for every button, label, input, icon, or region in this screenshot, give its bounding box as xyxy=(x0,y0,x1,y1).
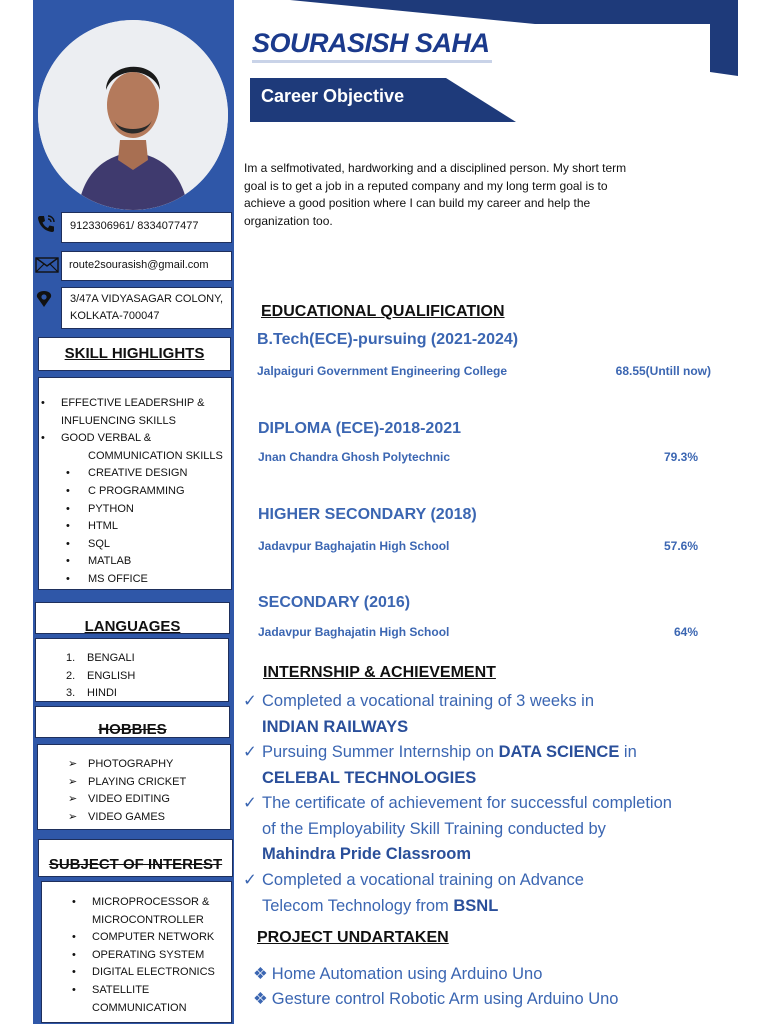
skill-item xyxy=(39,518,229,536)
phone-box xyxy=(61,212,232,243)
bullet-icon: • xyxy=(41,397,45,409)
bullet-icon: • xyxy=(41,432,45,445)
profile-photo xyxy=(38,20,228,210)
hobby-item xyxy=(68,774,186,792)
language-item xyxy=(66,685,135,703)
skill-text: CREATIVE DESIGN xyxy=(88,467,188,480)
check-icon: ✓ xyxy=(243,794,257,812)
hobby-text: PLAYING CRICKET xyxy=(88,775,187,788)
edu-institute-3: Jadavpur Baghajatin High School xyxy=(258,539,450,553)
interests-list xyxy=(41,881,232,1023)
interest-text: COMMUNICATION xyxy=(92,1001,187,1014)
achievement-1 xyxy=(243,689,713,740)
skill-item xyxy=(39,571,229,589)
languages-list xyxy=(35,638,229,702)
skills-list xyxy=(38,377,232,590)
list-number: 1. xyxy=(66,652,76,664)
list-number: 2. xyxy=(66,669,76,682)
edu-score-3: 57.6% xyxy=(663,539,698,553)
list-number: 3. xyxy=(66,687,76,700)
edu-degree-1: B.Tech(ECE)-pursuing (2021-2024) xyxy=(257,331,519,348)
bullet-icon: • xyxy=(72,896,76,908)
phone-icon xyxy=(35,213,57,235)
check-icon: ✓ xyxy=(243,871,257,889)
achievement-3 xyxy=(243,791,713,868)
edu-score-4: 64% xyxy=(673,625,698,639)
language-text: BENGALI xyxy=(87,652,135,664)
achievement-2-line-1: Pursuing Summer Internship on xyxy=(262,743,499,761)
check-icon: ✓ xyxy=(243,743,257,761)
arrow-bullet-icon: ➢ xyxy=(68,793,78,806)
interest-item xyxy=(42,894,231,929)
project-item-1 xyxy=(253,964,542,984)
education-heading: EDUCATIONAL QUALIFICATION xyxy=(261,303,505,320)
skills-heading: SKILL HIGHLIGHTS xyxy=(38,337,231,371)
hobbies-heading: HOBBIES xyxy=(35,706,230,738)
name-underline xyxy=(252,58,492,66)
address-box xyxy=(61,287,232,329)
achievement-3-line-2: of the Employability Skill Training conducted by xyxy=(262,819,606,838)
edu-degree-4: SECONDARY (2016) xyxy=(258,594,411,611)
email-address[interactable]: route2sourasish@gmail.com xyxy=(69,259,209,271)
skill-text: GOOD VERBAL & xyxy=(61,432,152,445)
achievement-3-line-1: The certificate of achievement for successful completion xyxy=(262,794,672,812)
achievement-4-org: BSNL xyxy=(453,896,499,915)
skill-item xyxy=(39,483,229,501)
phone-number[interactable]: 9123306961/ 8334077477 xyxy=(70,220,199,232)
skill-item xyxy=(39,501,229,519)
address-line-1: 3/47A VIDYASAGAR COLONY, xyxy=(70,293,224,305)
edu-score-2: 79.3% xyxy=(663,450,698,464)
hobby-text: VIDEO EDITING xyxy=(88,793,170,806)
achievement-1-org: INDIAN RAILWAYS xyxy=(262,717,409,736)
email-box xyxy=(61,251,232,281)
bullet-icon: • xyxy=(66,537,70,550)
arrow-bullet-icon: ➢ xyxy=(68,758,78,770)
interest-text: MICROPROCESSOR & xyxy=(92,896,210,908)
internship-heading: INTERNSHIP & ACHIEVEMENT xyxy=(263,664,496,681)
bullet-icon: • xyxy=(72,983,76,996)
hobby-item xyxy=(68,791,186,809)
skill-item xyxy=(39,465,229,483)
skill-text: EFFECTIVE LEADERSHIP & xyxy=(61,397,205,409)
project-2-title: Gesture control Robotic Arm using Arduino Uno xyxy=(271,990,619,1008)
language-item xyxy=(66,668,135,686)
skill-text: PYTHON xyxy=(88,502,134,515)
achievement-1-line-1: Completed a vocational training of 3 weeks in xyxy=(262,692,595,710)
achievement-3-org: Mahindra Pride Classroom xyxy=(262,845,472,863)
bullet-icon: • xyxy=(72,948,76,961)
bullet-icon: • xyxy=(72,966,76,979)
projects-heading: PROJECT UNDARTAKEN xyxy=(257,929,449,946)
skill-item xyxy=(39,553,229,571)
edu-institute-1: Jalpaiguri Government Engineering College xyxy=(257,364,508,378)
skill-text: HTML xyxy=(88,520,118,533)
project-1-title: Home Automation using Arduino Uno xyxy=(271,965,543,983)
address-line-2: KOLKATA-700047 xyxy=(70,310,160,322)
language-text: HINDI xyxy=(87,687,117,700)
skill-text: INFLUENCING SKILLS xyxy=(61,414,176,427)
achievement-4-line-2: Telecom Technology from xyxy=(262,896,454,915)
check-icon: ✓ xyxy=(243,692,257,710)
achievement-4 xyxy=(243,868,713,919)
skill-item xyxy=(39,395,229,430)
bullet-icon: • xyxy=(66,467,70,480)
arrow-bullet-icon: ➢ xyxy=(68,775,78,788)
bullet-icon: • xyxy=(66,502,70,515)
interests-heading: SUBJECT OF INTEREST xyxy=(38,839,233,877)
hobby-item xyxy=(68,756,186,774)
edu-degree-2: DIPLOMA (ECE)-2018-2021 xyxy=(258,420,462,437)
diamond-bullet-icon: ❖ xyxy=(253,990,268,1008)
interest-item xyxy=(42,964,231,982)
career-objective-text: Im a selfmotivated, hardworking and a disciplined person. My short term goal is to get a job in a reputed company and my long term goal is to achieve a good position where I can build my career and help the organization too. xyxy=(244,161,627,228)
achievement-2 xyxy=(243,740,713,791)
achievement-2-topic: DATA SCIENCE xyxy=(498,743,620,761)
achievement-2-org: CELEBAL TECHNOLOGIES xyxy=(262,768,477,787)
bullet-icon: • xyxy=(66,572,70,585)
skill-text: C PROGRAMMING xyxy=(88,484,185,497)
career-heading: Career Objective xyxy=(261,86,405,106)
interest-text: MICROCONTROLLER xyxy=(92,913,204,926)
hobby-item xyxy=(68,809,186,827)
interest-item xyxy=(42,929,231,947)
interest-text: OPERATING SYSTEM xyxy=(92,948,205,961)
diamond-bullet-icon: ❖ xyxy=(253,965,268,983)
interest-text: DIGITAL ELECTRONICS xyxy=(92,966,215,979)
skill-item xyxy=(39,430,229,465)
language-item xyxy=(66,650,135,668)
location-icon xyxy=(35,290,53,308)
bullet-icon: • xyxy=(66,555,70,568)
achievement-4-line-1: Completed a vocational training on Advance xyxy=(262,871,584,889)
project-item-2 xyxy=(253,989,618,1009)
arrow-bullet-icon: ➢ xyxy=(68,810,78,823)
mail-icon xyxy=(35,256,59,274)
skill-text: MS OFFICE xyxy=(88,572,148,585)
skill-text: MATLAB xyxy=(88,555,132,568)
interest-item xyxy=(42,982,231,1017)
bullet-icon: • xyxy=(66,520,70,533)
edu-institute-4: Jadavpur Baghajatin High School xyxy=(258,625,450,639)
bullet-icon: • xyxy=(72,931,76,944)
hobby-text: PHOTOGRAPHY xyxy=(88,758,174,770)
languages-heading: LANGUAGES xyxy=(35,602,230,634)
interest-text: SATELLITE xyxy=(92,983,150,996)
person-name: SOURASISH SAHA xyxy=(252,28,490,58)
skill-item xyxy=(39,536,229,554)
edu-degree-3: HIGHER SECONDARY (2018) xyxy=(258,506,477,523)
interest-text: COMPUTER NETWORK xyxy=(92,931,215,944)
hobby-text: VIDEO GAMES xyxy=(88,810,166,823)
bullet-icon: • xyxy=(66,484,70,497)
achievement-2-tail: in xyxy=(619,743,637,761)
language-text: ENGLISH xyxy=(87,669,136,682)
interest-item xyxy=(42,947,231,965)
skill-text: COMMUNICATION SKILLS xyxy=(88,449,223,462)
edu-score-1: 68.55(Untill now) xyxy=(615,364,711,378)
hobbies-list xyxy=(37,744,231,830)
edu-institute-2: Jnan Chandra Ghosh Polytechnic xyxy=(258,450,451,464)
skill-text: SQL xyxy=(88,537,111,550)
